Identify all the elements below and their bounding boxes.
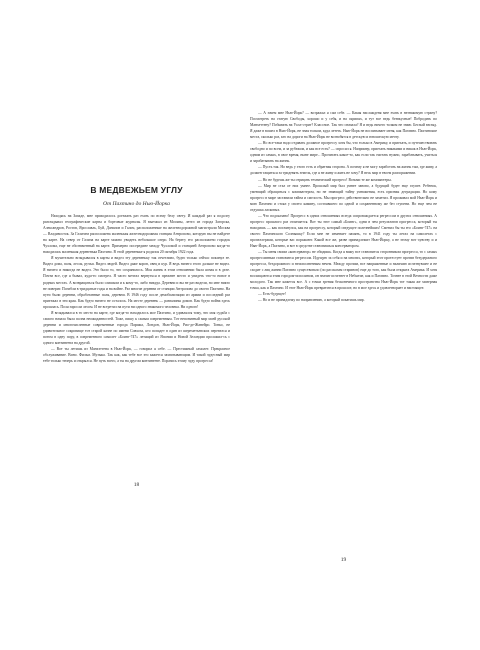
paragraph: Находясь на Западе, мне приходилось доезжать раз ехать по всему белу свету. И каждый раз я подолгу разглядывал географические карты и бортовые журналы. Я выезжал из Москвы, летел из города Загорска, Александров, Ростов, Ярославль, Буй, Данилов и Галич, расположенные на железнодорожной магистрали Москва — Владивосток. За Галичем расположена маленькая железнодорожная станция Антропово, которую вы не найдете на карте. На север от Галича на карте можно увидеть небольшое озеро. На берегу его расположено городок Чухлома, еще не обозначенный на карте. Примерно посередине между Чухломой и станцией Антропово когда-то находилась маленькая деревенька Пахтино. В этой деревеньке я родился 20 октября 1922 года. [43, 214, 230, 255]
paragraph: — Что подсказано! Прогресс в одних отношениях всегда сопровождается регрессом в других отношениях. А прогресс прошлого раз отличается. Вот ты этот самый «Боинг», одни в чем результатов прогресса, который ты находишь — как поглянулся, как на прогрессу, который сведущее полезнейших! Сменил бы ты его «Боинг-747» на своего Пахтинского Солнышку? Если мне не изменяет память, то в 1941 году ты летал на самолетах с пропеллерами, которые вас поражают. Какой все же, разве принадлежит Нью-Йорку, а не этому вот чувству и и Нью-Йорк, а Пахтино, и вот в средстве становишься консерватором. [250, 213, 437, 249]
paragraph: Я вглядывался в то место на карте, где когда-то находилось мое Пахтино, и удивлялся тому, что моя судьба с самого начала была полна неожиданностей. Тоже, пишу к самым современным. Тот непонятный мир моей русской деревни и многочисленные современные города Парижа, Лондон, Нью-Йорк, Рио-де-Жанейро. Тонко, не удивительное сокровище тот старой казне по имени Совхоза, кто попадет в один из шереметьевских перевелся и потом в одну пору, в современного самолет «Боинг-747» летящий из Японии и Новой Зеландии проложил-сь с одного континента на другой. [43, 310, 230, 345]
paragraph: — Пусть так. Но ведь у этого есть и обратная сторона. А почему я не могу заработать на жизнь там, где живу, а должен тащиться за тридевять земель, где я не живу и жить не хочу? Я весь мир в твоем распоряжении. [250, 165, 437, 176]
page-number-left: 18 [133, 482, 140, 488]
paragraph: — Вот ты летишь из Манхэттена в Нью-Йорк, — говорил я себе. — Престижный самолет. Прекрасное обслуживание. Вино. Фильм. Музыка. Так как, как тебе все это кажется захватывающим. И такой чудесный мир тебе только теперь и открылся. Не путь всего, а ты на другом континенте. Поразись этому чуду прогресса! [43, 347, 230, 364]
right-page [250, 110, 437, 650]
paragraph: — Есть-будущее! [258, 292, 286, 297]
paragraph: — Но и не принадлежу по направлению, а который покатишь мир. [258, 298, 365, 303]
paragraph: — Ты меня своим «консерватор» не обидишь. Когда я вижу все становится сторонником прогресса, то с самых прогрессивным становится регрессом. Идущую за себя и на многих, который этот протестует против безудержного прогресса, бездорожного и неисполненным нечем. Между прочим, все напряженные и наличию исчезнувшее и не сходит с лиц жизни Пахтино существовало (по рассказам старинов) еще до того, как была открыта Америка. И хотя восхищаются этим городом-исполином, он значит исчезнет в Небытие, как и Пахтино. Точнее в этой Вечности даже молодого. Так мне кажется все. А с точки зрения бесконечного пространства Нью-Йорк тот такая же мизерная точка, как и Пахтино. И этот Нью-Йорк превратится в прошлое, но в мое здесь и удовлетворяет и настоящее. [250, 250, 437, 291]
paragraph: Я мучительно вглядывался в карты и видел эту деревеньку так отчетливо, будто только сейчас покинул ее. Видел дома, поля, лесок, ручьи. Видел людей. Видел даже коров, овец и кур. Я ведь ничего этого дальше не видел. Я ничего и никогда не видел. Это было то, что сохранилось. Моя жизнь в этом отношении была ясная и в деле. Почти все, где я бывал, куда-то смотрел. Я часто мечтал вернуться в прежнее место и увидеть что-то новое в родных местах. А возвращаться было слишком и к кому-то, либо никуда. Деревни и вы не раз видели, но мне никто не поверит. Погибли в тридцатые годы и на войне. Раз многие деревни от станции Антропово до своего Пахтино. На пути были деревни, обработанные поля, деревни. В 1946 году после демобилизации из армии и последний раз приезжал в эти края. Как будто ничего не осталось. На месте деревень — развалины домов. Как будто война здесь прошлась. Поля заросли лесом. И не встретил на пути ни одного знакомого человека. Ни одного! [43, 256, 230, 309]
paragraph: — Мир не стал от них умнее. Прошлый мир был умнее заново, а будущий будет еще глупее. Ребенок, умеющий обращаться с компьютером, но не знающий тайну умножения, есть признак деградации. Но кому прогресс в мире заставили тайна и смелость. Мы прогресс действительно не заметил. Я проживал мой Нью-Йорк и мою Пахтино и стоял у своего камину, состоявшего по одной и сохраненному же без ступени. Но еще чем не отдушка ласковых. [250, 183, 437, 212]
chapter-subtitle: От Пахтино до Нью-Йорка [103, 201, 170, 207]
page-number-right: 19 [340, 557, 347, 563]
paragraph: — Но все-таки надо отдавать должное прогрессу хотя бы, что только в Америку, и приехать, и путешествовать свободно и по всем, и за рубежом, и как все есть? — спросил я. Например, приехать никакими и никак в Нью-Йорк, одним из самых, в свое время, ныне мире... Прочитать какое-то, как если так считать нужно, зарабатывать, учиться и зарабатывать на жизнь. [250, 141, 437, 164]
left-page [43, 110, 230, 650]
paragraph: — А зачем мне Нью-Йорк? — возражал я сам себе. — Какая наслажденя мне ехать в незнакомую страну? Посмотреть на статую Свободы, хорошо и у себя, и на скрипях, и тут все ведь безвкусные! Побродить по Манхеттену? Побывать на Уолл-стрит? Классное. Так что сначала? Я и ведь ничего толком не знаю. Беглый взгляд. Я даже в вошел в Нью-Йорк, не зная толком, куда лететь. Нью-Йорк не воспитывает меня, как Пахтино. Пахтинские места, сколько раз, кто на дороги на Нью-Йорк не вознобятся в детскую и юношескую мечту. [250, 111, 437, 140]
paragraph: — Но не будешь же ты отрицать технический прогресс! Возьми те же компьютеры. [258, 177, 392, 182]
chapter-title: В МЕДВЕЖЬЕМ УГЛУ [90, 185, 183, 195]
